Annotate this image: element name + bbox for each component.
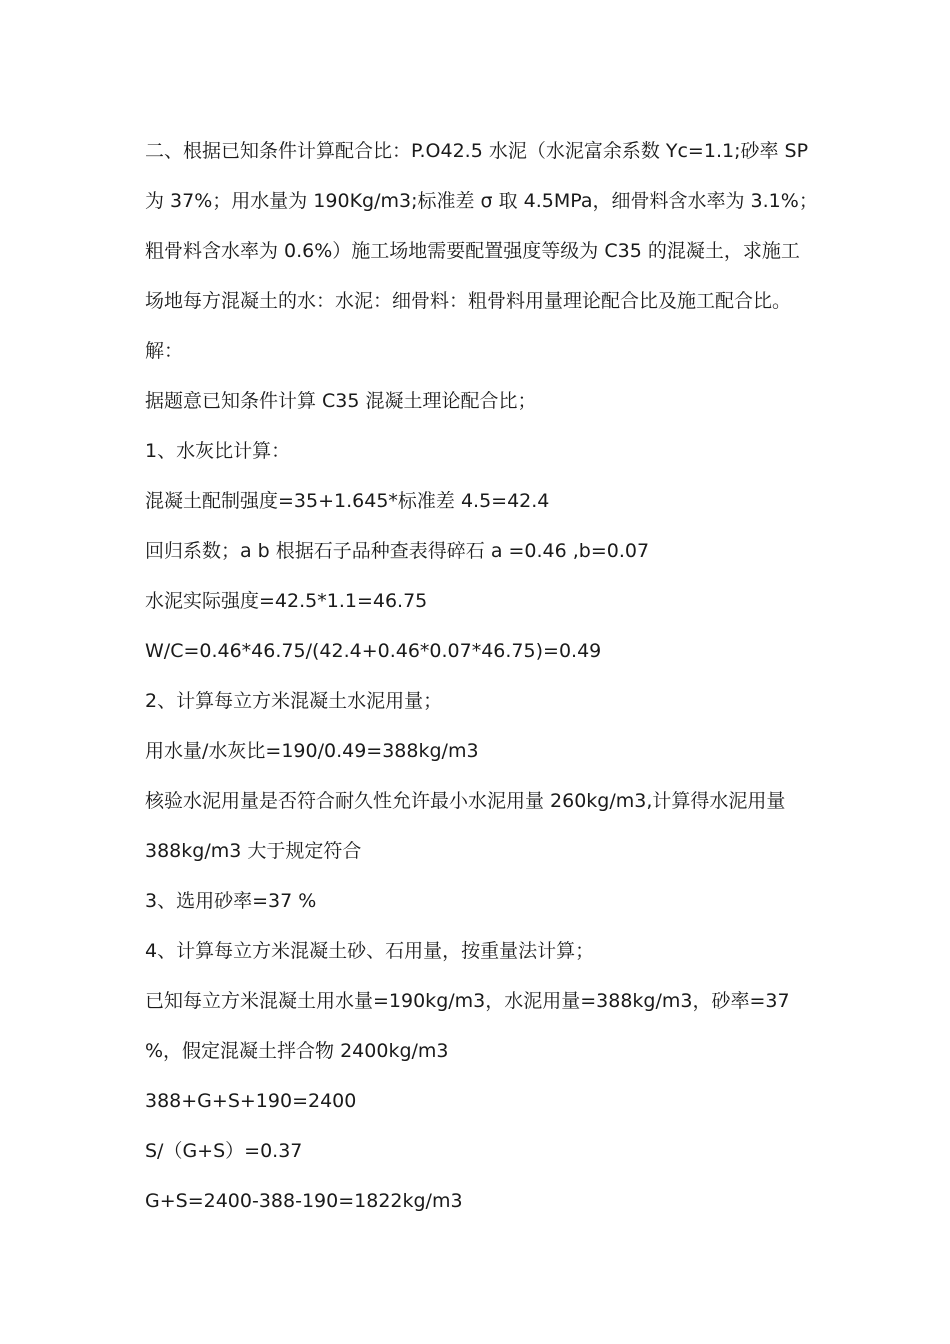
step-2-heading: 2、计算每立方米混凝土水泥用量； [145,690,443,712]
step-2-cement-amount: 用水量/水灰比=190/0.49=388kg/m3 [145,740,479,762]
step-4-known-line-2: %，假定混凝土拌合物 2400kg/m3 [145,1040,449,1062]
step-3-sand-ratio: 3、选用砂率=37 % [145,890,317,912]
step-1-design-strength: 混凝土配制强度=35+1.645*标准差 4.5=42.4 [145,490,550,512]
problem-text-line-4: 场地每方混凝土的水：水泥：细骨料：粗骨料用量理论配合比及施工配合比。 [145,290,792,312]
step-4-equation-3: G+S=2400-388-190=1822kg/m3 [145,1190,463,1212]
step-4-equation-2: S/（G+S）=0.37 [145,1140,303,1162]
problem-text-line-3: 粗骨料含水率为 0.6%）施工场地需要配置强度等级为 C35 的混凝土，求施工 [145,240,800,262]
step-2-check-line-2: 388kg/m3 大于规定符合 [145,840,362,862]
problem-text-line-1: 二、根据已知条件计算配合比：P.O42.5 水泥（水泥富余系数 Yc=1.1;砂率 SP [145,140,809,162]
step-4-heading: 4、计算每立方米混凝土砂、石用量，按重量法计算； [145,940,595,962]
step-1-regression-coefficients: 回归系数；a b 根据石子品种查表得碎石 a =0.46 ,b=0.07 [145,540,650,562]
step-1-heading: 1、水灰比计算： [145,440,291,462]
solution-intro: 据题意已知条件计算 C35 混凝土理论配合比； [145,390,537,412]
step-4-known-line-1: 已知每立方米混凝土用水量=190kg/m3，水泥用量=388kg/m3，砂率=37 [145,990,790,1012]
step-1-water-cement-ratio: W/C=0.46*46.75/(42.4+0.46*0.07*46.75)=0.49 [145,640,602,662]
step-2-check-line-1: 核验水泥用量是否符合耐久性允许最小水泥用量 260kg/m3,计算得水泥用量 [145,790,786,812]
solution-heading: 解： [145,340,184,362]
problem-text-line-2: 为 37%；用水量为 190Kg/m3;标准差 σ 取 4.5MPa，细骨料含水率为 3.1%； [145,190,818,212]
step-4-equation-1: 388+G+S+190=2400 [145,1090,357,1112]
step-1-cement-strength: 水泥实际强度=42.5*1.1=46.75 [145,590,428,612]
document-body [145,126,818,1226]
